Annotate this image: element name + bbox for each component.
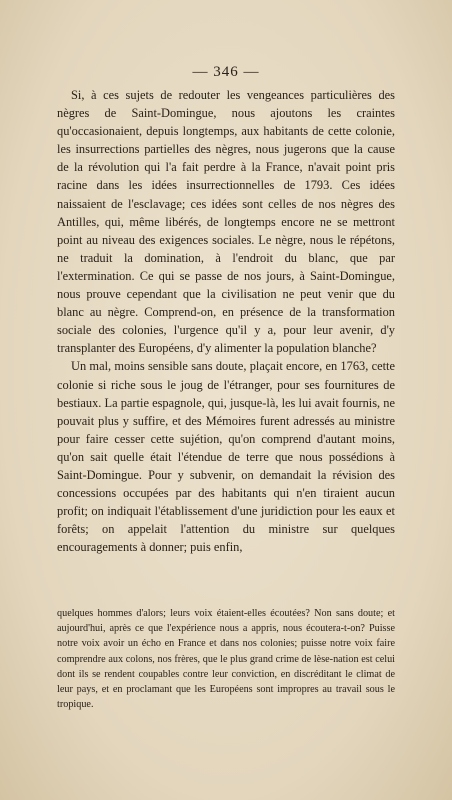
paragraph: Si, à ces sujets de redouter les vengeances particulières des nègres de Saint-Domingue, nous ajoutons les craintes qu'occasionaient, depuis longtemps, aux habitants de cette colonie, les insurrections partielles des nègres, nous jugerons que la cause de la révolution qui l'a fait perdre à la France, n'avait point pris racine dans les idées insurrectionnelles de 1793. Ces idées naissaient de l'esclavage; ces idées sont celles de nos nègres des Antilles, qui, même libérés, de longtemps encore ne se mettront point au niveau des exigences sociales. Le nègre, nous le répétons, ne traduit la domination, à l'endroit du blanc, que par l'extermination. Ce qui se passe de nos jours, à Saint-Domingue, nous prouve cependant que la civilisation ne peut venir que du blanc au nègre. Comprend-on, en présence de la transformation sociale des colonies, l'urgence qu'il y a, pour leur avenir, d'y transplanter des Européens, d'y alimenter la population blanche? <box>57 88 395 356</box>
page-number: — 346 — <box>192 64 260 80</box>
main-text <box>57 86 395 556</box>
footnote <box>57 606 395 712</box>
footnote-text: quelques hommes d'alors; leurs voix étaient-elles écoutées? Non sans doute; et aujourd'hui, après ce que l'expérience nous a appris, nous écoutera-t-on? Puisse notre voix avoir un écho en France et dans nos colonies; puisse notre voix faire comprendre aux colons, nos frères, que le plus grand crime de lèse-nation est celui dont ils se rendent coupables contre leur conviction, en discréditant le climat de leur pays, et en proclamant que les Européens sont impropres au travail sous le tropique. <box>57 608 395 711</box>
paragraph: Un mal, moins sensible sans doute, plaçait encore, en 1763, cette colonie si riche sous le joug de l'étranger, pour ses fournitures de bestiaux. La partie espagnole, qui, jusque-là, les lui avait fournis, ne pouvait plus y suffire, et des Mémoires furent adressés au ministre pour faire cesser cette sujétion, qu'on comprend d'autant moins, qu'on sait quelle était l'étendue de terre que nous possédions à Saint-Domingue. Pour y subvenir, on demandait la révision des concessions occupées par des habitants qui n'en tiraient aucun profit; on indiquait l'établissement d'une juridiction pour les eaux et forêts; on appelait l'attention du ministre sur quelques encouragements à donner; puis enfin, <box>57 359 395 555</box>
